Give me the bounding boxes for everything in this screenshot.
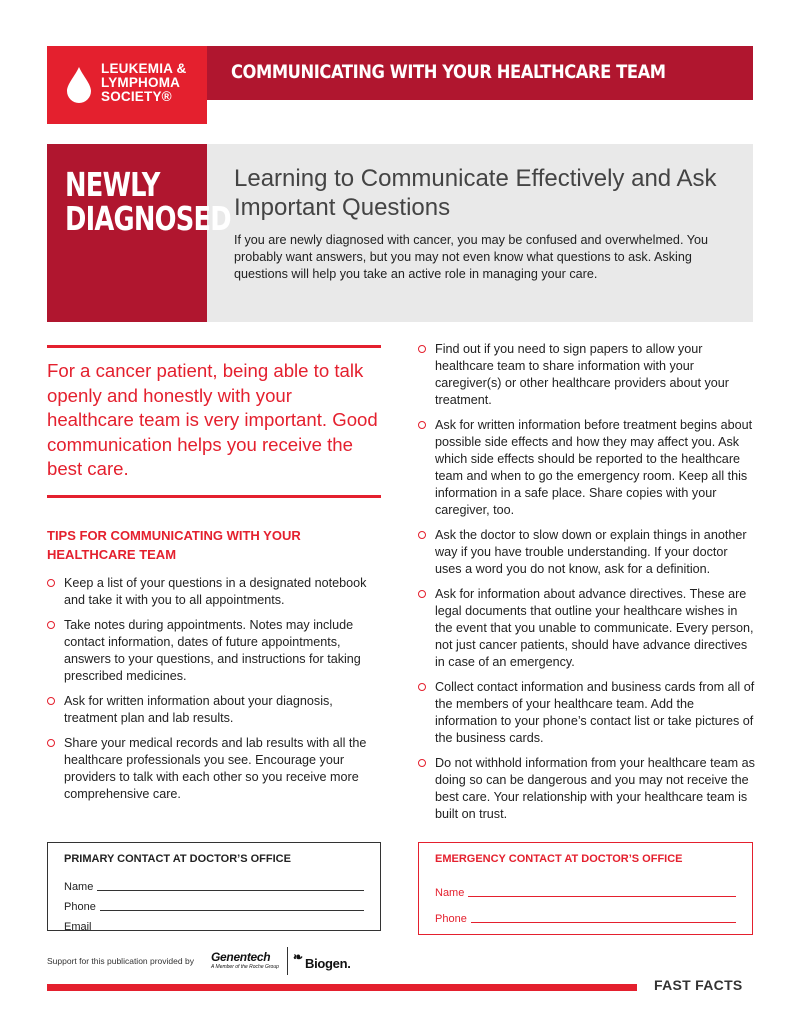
emergency-phone-row	[435, 899, 736, 925]
primary-contact-title: PRIMARY CONTACT AT DOCTOR’S OFFICE	[64, 853, 291, 865]
list-item	[47, 693, 383, 727]
bullet-circle-icon	[418, 759, 426, 767]
page-title: COMMUNICATING WITH YOUR HEALTHCARE TEAM	[231, 61, 666, 83]
tips-list-left	[47, 575, 383, 811]
primary-email-label: Email	[64, 921, 92, 933]
list-item	[47, 735, 383, 803]
lls-logo	[47, 46, 207, 124]
list-item	[418, 341, 756, 409]
list-item-text: Share your medical records and lab results with all the healthcare professionals you see. Encourage your providers to talk with each other so you receive more comprehensive care.	[64, 736, 367, 801]
primary-phone-row	[64, 893, 364, 913]
list-item	[47, 575, 383, 609]
footer-bar	[47, 984, 637, 991]
primary-name-label: Name	[64, 881, 94, 893]
tips-heading: TIPS FOR COMMUNICATING WITH YOUR HEALTHCARE TEAM	[47, 528, 301, 562]
list-item-text: Ask the doctor to slow down or explain things in another way if you have trouble understanding. If your doctor uses a word you do not know, ask for a definition.	[435, 528, 747, 576]
badge-text	[65, 165, 231, 238]
list-item-text: Ask for written information before treatment begins about possible side effects and how they may affect you. Ask which side effects should be reported to the healthcare team and when to go the emergency room. Keep all this information in a safe place. Share copies with your caregiver, too.	[435, 418, 753, 517]
bullet-circle-icon	[418, 421, 426, 429]
primary-phone-label: Phone	[64, 901, 96, 913]
primary-phone-field[interactable]	[100, 901, 364, 911]
support-credit: Support for this publication provided by	[47, 956, 194, 966]
bullet-circle-icon	[47, 739, 55, 747]
bullet-circle-icon	[418, 683, 426, 691]
quote-top-rule	[47, 345, 381, 348]
emergency-contact-title: EMERGENCY CONTACT AT DOCTOR’S OFFICE	[435, 853, 683, 865]
logo-line-3: SOCIETY®	[101, 89, 172, 104]
genentech-logo: Genentech	[211, 950, 271, 964]
intro-title: Learning to Communicate Effectively and Ask Important Questions	[234, 165, 717, 221]
emergency-contact-box	[418, 842, 753, 935]
list-item-text: Do not withhold information from your healthcare team as doing so can be dangerous and you may not receive the best care. Your relationship with your healthcare team is built on trust.	[435, 756, 755, 821]
pull-quote: For a cancer patient, being able to talk openly and honestly with your healthcare team is very important. Good communication helps you receive the best care.	[47, 360, 378, 479]
newly-diagnosed-badge	[47, 144, 231, 322]
bullet-circle-icon	[418, 590, 426, 598]
list-item	[418, 527, 756, 578]
badge-line-1: NEWLY	[65, 165, 160, 204]
list-item	[418, 417, 756, 519]
emergency-phone-label: Phone	[435, 913, 467, 925]
list-item-text: Keep a list of your questions in a designated notebook and take it with you to all appointments.	[64, 576, 367, 607]
bullet-circle-icon	[418, 345, 426, 353]
primary-contact-box	[47, 842, 381, 931]
list-item-text: Ask for written information about your diagnosis, treatment plan and lab results.	[64, 694, 333, 725]
fast-facts-label: FAST FACTS	[654, 977, 743, 993]
list-item	[418, 679, 756, 747]
tips-list-right	[418, 341, 756, 831]
bullet-circle-icon	[47, 697, 55, 705]
primary-email-field[interactable]	[96, 921, 364, 931]
emergency-name-row	[435, 873, 736, 899]
logo-line-1: LEUKEMIA &	[101, 61, 187, 76]
list-item-text: Take notes during appointments. Notes may include contact information, dates of future appointments, answers to your questions, and instructions for taking prescribed medicines.	[64, 618, 361, 683]
biogen-mark-icon: ❧	[293, 950, 304, 964]
bullet-circle-icon	[47, 621, 55, 629]
intro-panel	[47, 144, 753, 322]
biogen-logo: Biogen.	[305, 956, 351, 971]
emergency-name-field[interactable]	[468, 887, 736, 897]
primary-email-row	[64, 913, 364, 933]
list-item	[418, 586, 756, 671]
bullet-circle-icon	[418, 531, 426, 539]
primary-name-field[interactable]	[97, 881, 364, 891]
emergency-phone-field[interactable]	[471, 913, 736, 923]
list-item-text: Find out if you need to sign papers to allow your healthcare team to share information with your caregiver(s) or other healthcare providers about your treatment.	[435, 342, 729, 407]
primary-name-row	[64, 873, 364, 893]
intro-body: If you are newly diagnosed with cancer, you may be confused and overwhelmed. You probably want answers, but you may not even know what questions to ask. Asking questions will help you take an active role in managing your care.	[234, 233, 708, 281]
blood-drop-icon	[65, 66, 93, 104]
logo-wordmark	[101, 62, 205, 104]
quote-bottom-rule	[47, 495, 381, 498]
emergency-name-label: Name	[435, 887, 465, 899]
genentech-tagline: A Member of the Roche Group	[211, 964, 279, 970]
list-item-text: Collect contact information and business cards from all of the members of your healthcare team. Add the information to your phone’s contact list or take pictures of the business cards.	[435, 680, 755, 745]
badge-line-2: DIAGNOSED	[65, 199, 231, 238]
logo-line-2: LYMPHOMA	[101, 75, 181, 90]
list-item	[418, 755, 756, 823]
bullet-circle-icon	[47, 579, 55, 587]
list-item-text: Ask for information about advance directives. These are legal documents that outline your healthcare wishes in the event that you unable to communicate. Every person, not just cancer patients, should have advance directives in case of an emergency.	[435, 587, 754, 669]
list-item	[47, 617, 383, 685]
sponsor-divider	[287, 947, 288, 975]
header-bar	[207, 46, 753, 100]
